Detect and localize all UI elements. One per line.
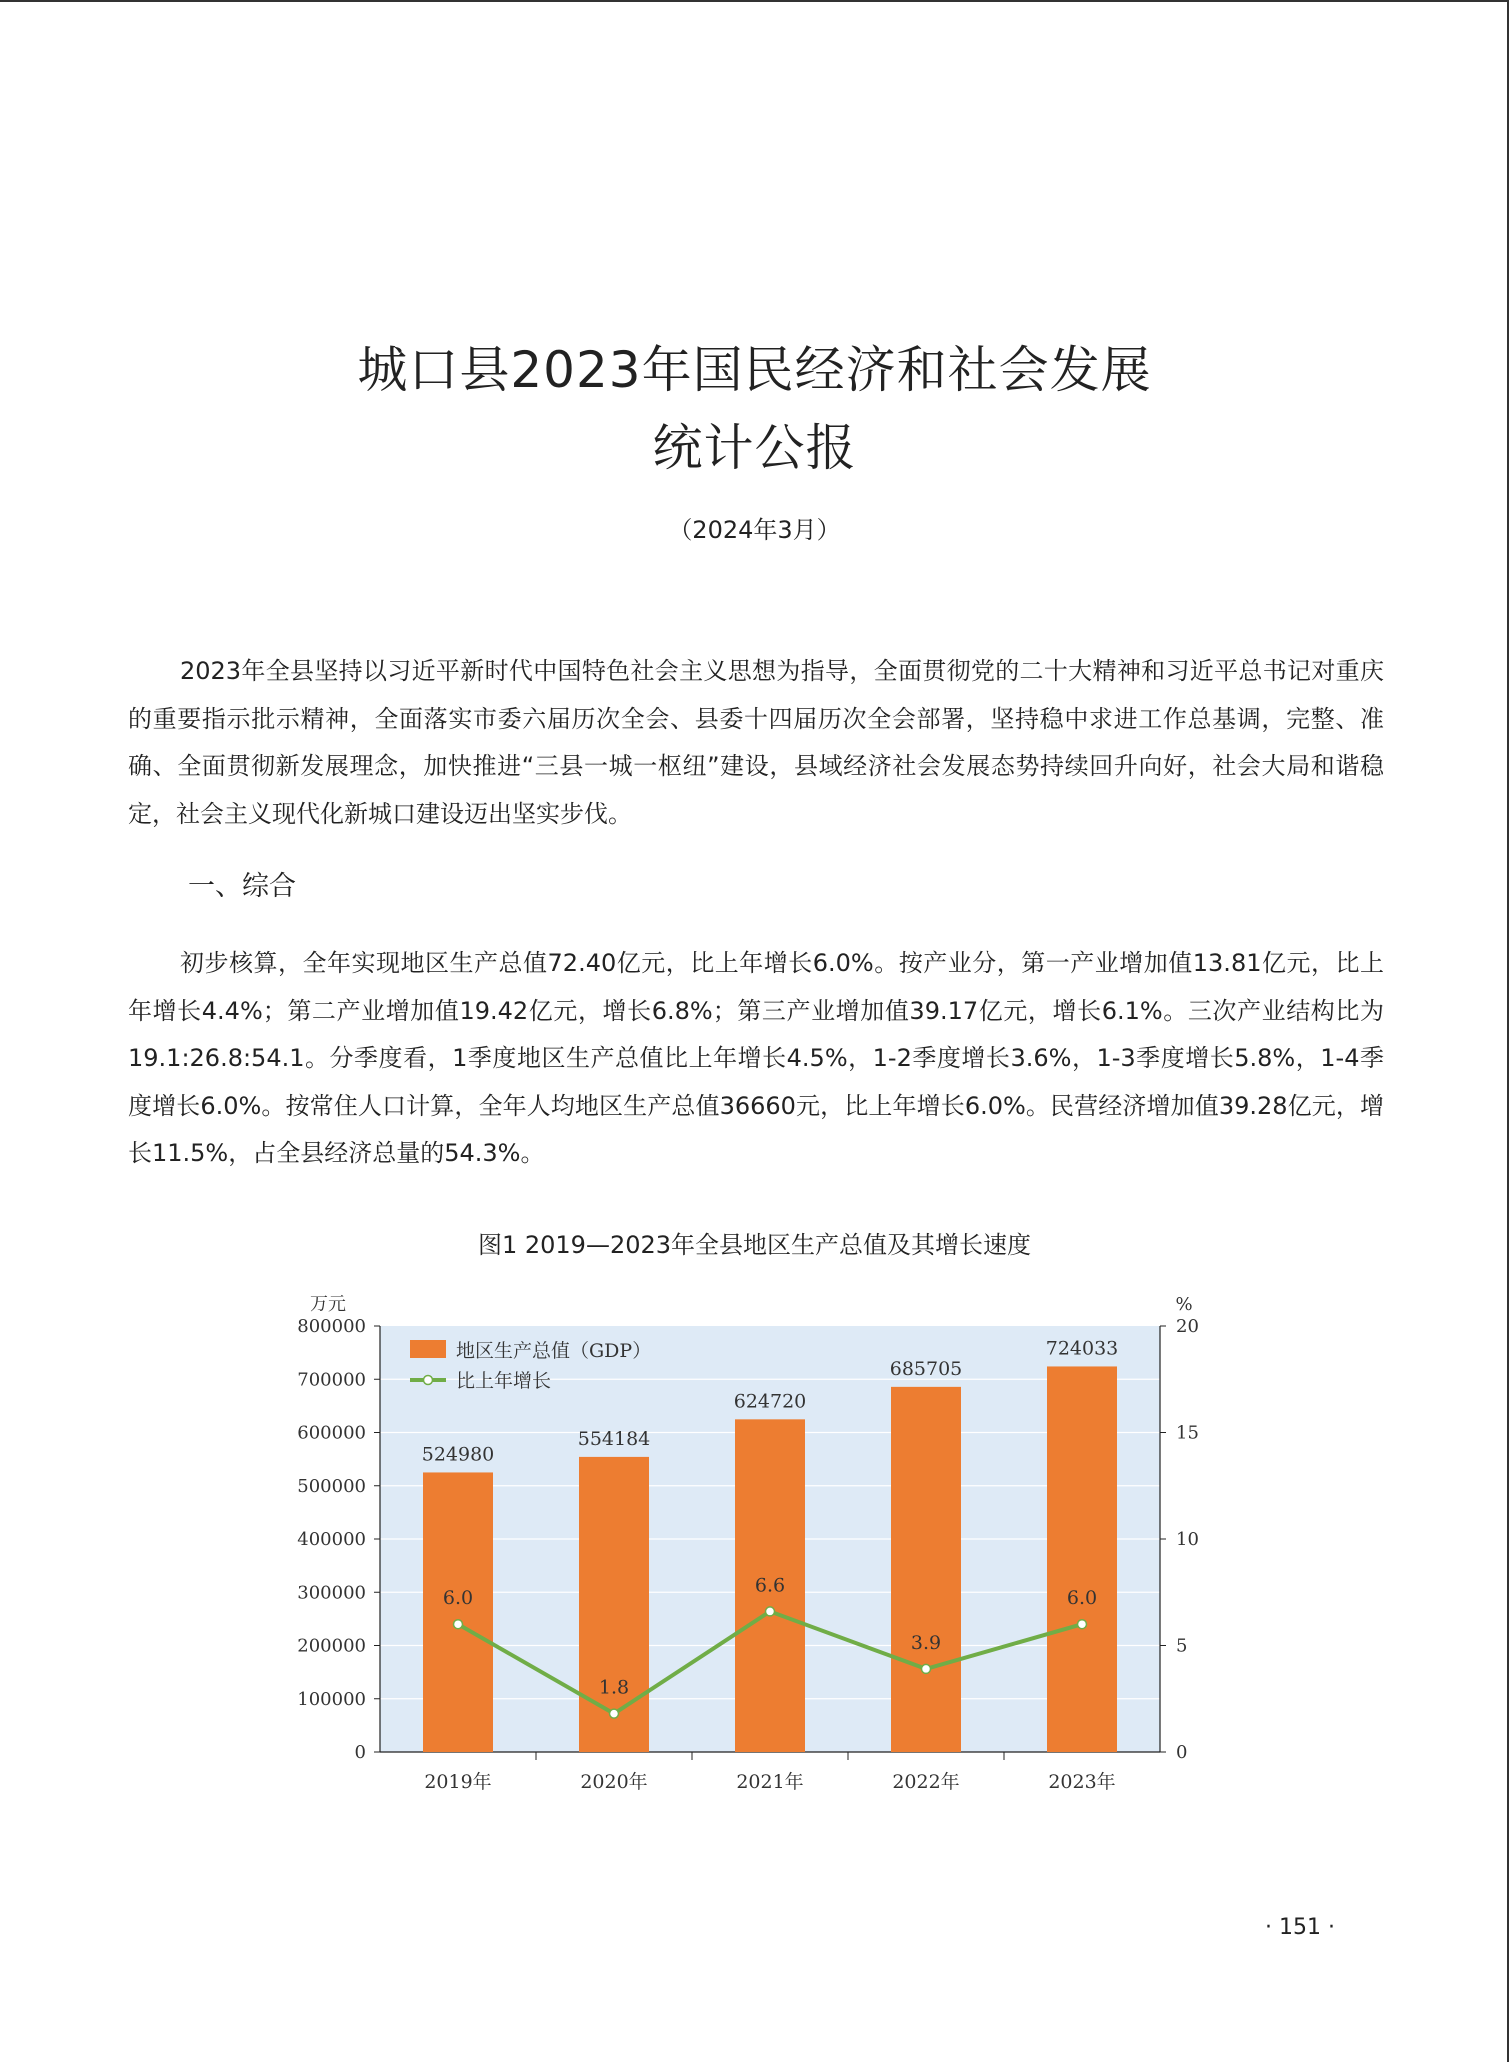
growth-value-label: 6.0 [442, 1587, 474, 1610]
gdp-bar-value-label: 685705 [889, 1357, 963, 1380]
left-tick-label: 400000 [297, 1529, 366, 1550]
page-top-border [0, 0, 1509, 2]
left-tick-label: 200000 [297, 1635, 366, 1657]
growth-value-label: 1.8 [598, 1676, 630, 1699]
gdp-bar [423, 1472, 493, 1752]
x-category-label: 2021年 [736, 1771, 804, 1793]
page-number: · 151 · [1265, 1915, 1335, 1940]
legend-gdp-swatch [410, 1340, 446, 1358]
growth-value-label: 3.9 [910, 1631, 942, 1654]
intro-paragraph: 2023年全县坚持以习近平新时代中国特色社会主义思想为指导，全面贯彻党的二十大精神和习近平总书记对重庆的重要指示批示精神，全面落实市委六届历次全会、县委十四届历次全会部署，坚持稳中求进工作总基调，完整、准确、全面贯彻新发展理念，加快推进“三县一城一枢纽”建设，县域经济社会发展态势持续回升向好，社会大局和谐稳定，社会主义现代化新城口建设迈出坚实步伐。 [128, 657, 1384, 828]
gdp-bar-value-label: 524980 [421, 1443, 495, 1466]
gdp-bar-value-label: 554184 [577, 1427, 651, 1450]
gdp-bar [579, 1457, 649, 1752]
growth-point [922, 1664, 931, 1673]
left-tick-label: 700000 [297, 1369, 366, 1391]
x-category-label: 2019年 [424, 1771, 492, 1793]
growth-point [1078, 1620, 1087, 1629]
growth-point [610, 1709, 619, 1718]
gdp-bar [891, 1387, 961, 1752]
growth-point [766, 1607, 775, 1616]
left-tick-label: 500000 [297, 1475, 366, 1497]
growth-value-label: 6.6 [754, 1574, 786, 1597]
right-tick-label: 20 [1176, 1316, 1199, 1337]
left-tick-label: 300000 [297, 1582, 366, 1604]
figure-title: 图1 2019—2023年全县地区生产总值及其增长速度 [477, 1231, 1032, 1259]
section-heading: 一、综合 [188, 871, 296, 902]
legend-growth-label: 比上年增长 [456, 1370, 552, 1392]
left-axis-unit: 万元 [310, 1294, 346, 1315]
legend-growth-marker [424, 1376, 433, 1385]
left-tick-label: 800000 [297, 1316, 366, 1337]
growth-point [454, 1620, 463, 1629]
gdp-chart [260, 1280, 1220, 1820]
gdp-bar-value-label: 624720 [733, 1390, 807, 1413]
right-tick-label: 5 [1176, 1635, 1188, 1657]
x-category-label: 2020年 [580, 1771, 648, 1793]
report-title-line2: 统计公报 [652, 419, 857, 477]
left-tick-label: 0 [354, 1742, 366, 1763]
right-tick-label: 10 [1176, 1529, 1199, 1550]
left-tick-label: 600000 [297, 1422, 366, 1444]
legend-gdp-label: 地区生产总值（GDP） [456, 1340, 652, 1362]
right-tick-label: 0 [1176, 1742, 1188, 1763]
summary-paragraph: 初步核算，全年实现地区生产总值72.40亿元，比上年增长6.0%。按产业分，第一产业增加值13.81亿元，比上年增长4.4%；第二产业增加值19.42亿元，增长6.8%；第三产业增加值39.17亿元，增长6.1%。三次产业结构比为19.1:26.8:54.1。分季度看，1季度地区生产总值比上年增长4.5%，1-2季度增长3.6%，1-3季度增长5.8%，1-4季度增长6.0%。按常住人口计算，全年人均地区生产总值36660元，比上年增长6.0%。民营经济增加值39.28亿元，增长11.5%，占全县经济总量的54.3%。 [128, 949, 1384, 1167]
right-tick-label: 15 [1176, 1422, 1199, 1444]
right-axis-unit: % [1175, 1294, 1193, 1315]
report-title-line1: 城口县2023年国民经济和社会发展 [357, 341, 1152, 399]
gdp-bar [1047, 1366, 1117, 1752]
x-category-label: 2023年 [1048, 1771, 1116, 1793]
growth-value-label: 6.0 [1066, 1587, 1098, 1610]
x-category-label: 2022年 [892, 1771, 960, 1793]
report-date: （2024年3月） [668, 516, 841, 544]
gdp-bar-value-label: 724033 [1045, 1337, 1119, 1360]
left-tick-label: 100000 [297, 1688, 366, 1710]
